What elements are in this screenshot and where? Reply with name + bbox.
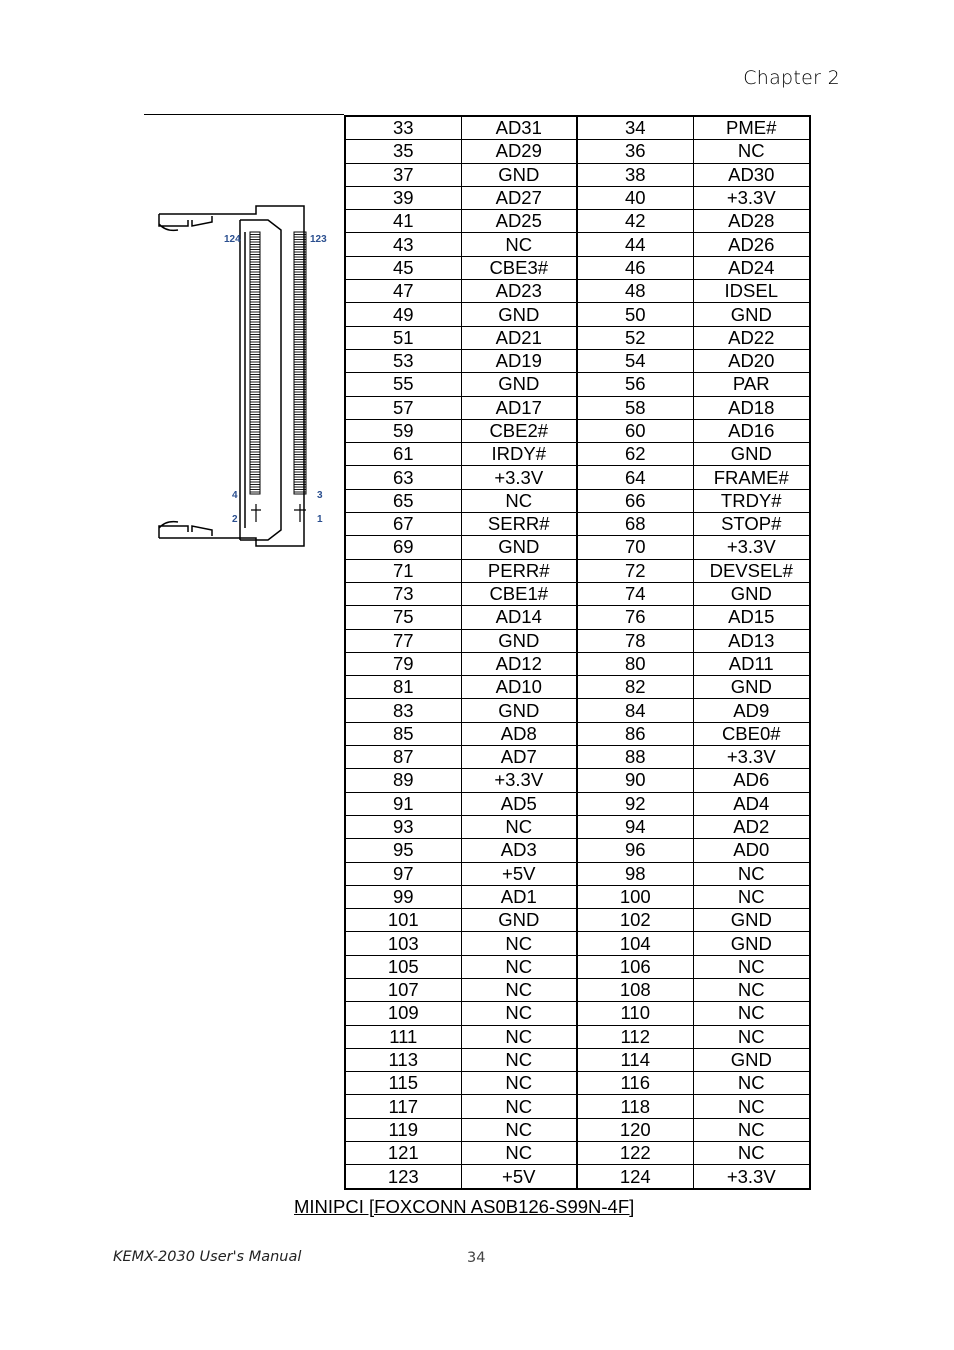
pin-number-cell: 33 <box>345 116 461 140</box>
signal-name-cell: +3.3V <box>461 769 577 792</box>
pin-number-cell: 88 <box>577 746 693 769</box>
signal-name-cell: IRDY# <box>461 443 577 466</box>
signal-name-cell: AD5 <box>461 792 577 815</box>
pin-number-cell: 100 <box>577 885 693 908</box>
pin-number-cell: 82 <box>577 676 693 699</box>
signal-name-cell: AD19 <box>461 349 577 372</box>
table-row <box>345 280 810 303</box>
signal-name-cell: IDSEL <box>693 280 810 303</box>
signal-name-cell: AD24 <box>693 256 810 279</box>
pin-number-cell: 108 <box>577 978 693 1001</box>
signal-name-cell: GND <box>461 373 577 396</box>
pin-number-cell: 118 <box>577 1095 693 1118</box>
signal-name-cell: GND <box>693 582 810 605</box>
pin-number-cell: 83 <box>345 699 461 722</box>
pin-number-cell: 55 <box>345 373 461 396</box>
signal-name-cell: NC <box>693 1118 810 1141</box>
signal-name-cell: NC <box>461 1095 577 1118</box>
table-row <box>345 536 810 559</box>
footer-page-number: 34 <box>467 1250 486 1266</box>
pin-number-cell: 101 <box>345 909 461 932</box>
pin-number-cell: 47 <box>345 280 461 303</box>
table-row <box>345 163 810 186</box>
pin-number-cell: 46 <box>577 256 693 279</box>
signal-name-cell: CBE2# <box>461 419 577 442</box>
table-row <box>345 582 810 605</box>
signal-name-cell: TRDY# <box>693 489 810 512</box>
signal-name-cell: +3.3V <box>693 746 810 769</box>
pin-number-cell: 106 <box>577 955 693 978</box>
signal-name-cell: NC <box>461 815 577 838</box>
pin-number-cell: 78 <box>577 629 693 652</box>
header-rule <box>144 114 344 115</box>
signal-name-cell: AD23 <box>461 280 577 303</box>
pin-number-cell: 91 <box>345 792 461 815</box>
pin-number-cell: 71 <box>345 559 461 582</box>
table-row <box>345 116 810 140</box>
pin-number-cell: 80 <box>577 652 693 675</box>
signal-name-cell: NC <box>693 885 810 908</box>
pin-number-cell: 68 <box>577 513 693 536</box>
pin-number-cell: 54 <box>577 349 693 372</box>
table-row <box>345 652 810 675</box>
signal-name-cell: GND <box>693 443 810 466</box>
pin-number-cell: 69 <box>345 536 461 559</box>
chapter-heading: Chapter 2 <box>743 67 840 89</box>
signal-name-cell: AD13 <box>693 629 810 652</box>
signal-name-cell: NC <box>693 862 810 885</box>
signal-name-cell: AD27 <box>461 186 577 209</box>
table-row <box>345 1095 810 1118</box>
signal-name-cell: CBE0# <box>693 722 810 745</box>
table-row <box>345 210 810 233</box>
signal-name-cell: AD28 <box>693 210 810 233</box>
pin-number-cell: 90 <box>577 769 693 792</box>
pin-number-cell: 63 <box>345 466 461 489</box>
signal-name-cell: AD7 <box>461 746 577 769</box>
pin-label-1: 1 <box>317 514 323 525</box>
signal-name-cell: FRAME# <box>693 466 810 489</box>
pin-number-cell: 72 <box>577 559 693 582</box>
pin-number-cell: 70 <box>577 536 693 559</box>
signal-name-cell: SERR# <box>461 513 577 536</box>
signal-name-cell: PAR <box>693 373 810 396</box>
signal-name-cell: NC <box>461 1002 577 1025</box>
pin-number-cell: 93 <box>345 815 461 838</box>
pin-number-cell: 113 <box>345 1048 461 1071</box>
table-row <box>345 186 810 209</box>
signal-name-cell: GND <box>461 629 577 652</box>
pin-number-cell: 119 <box>345 1118 461 1141</box>
table-row <box>345 396 810 419</box>
table-row <box>345 419 810 442</box>
pin-number-cell: 95 <box>345 839 461 862</box>
pin-number-cell: 98 <box>577 862 693 885</box>
signal-name-cell: GND <box>693 932 810 955</box>
signal-name-cell: AD31 <box>461 116 577 140</box>
pin-number-cell: 57 <box>345 396 461 419</box>
pin-label-3: 3 <box>317 490 323 501</box>
pin-number-cell: 109 <box>345 1002 461 1025</box>
table-row <box>345 466 810 489</box>
signal-name-cell: AD21 <box>461 326 577 349</box>
signal-name-cell: STOP# <box>693 513 810 536</box>
pin-number-cell: 67 <box>345 513 461 536</box>
signal-name-cell: GND <box>693 676 810 699</box>
pin-number-cell: 124 <box>577 1165 693 1189</box>
pin-number-cell: 40 <box>577 186 693 209</box>
pin-number-cell: 123 <box>345 1165 461 1189</box>
table-row <box>345 1002 810 1025</box>
signal-name-cell: AD6 <box>693 769 810 792</box>
pin-number-cell: 111 <box>345 1025 461 1048</box>
pin-number-cell: 62 <box>577 443 693 466</box>
table-row <box>345 699 810 722</box>
table-row <box>345 256 810 279</box>
signal-name-cell: CBE1# <box>461 582 577 605</box>
signal-name-cell: DEVSEL# <box>693 559 810 582</box>
table-row <box>345 326 810 349</box>
signal-name-cell: AD9 <box>693 699 810 722</box>
pin-number-cell: 115 <box>345 1072 461 1095</box>
table-row <box>345 140 810 163</box>
table-row <box>345 1025 810 1048</box>
table-row <box>345 978 810 1001</box>
signal-name-cell: NC <box>461 932 577 955</box>
pin-number-cell: 75 <box>345 606 461 629</box>
signal-name-cell: PERR# <box>461 559 577 582</box>
pin-number-cell: 103 <box>345 932 461 955</box>
table-caption: MINIPCI [FOXCONN AS0B126-S99N-4F] <box>294 1196 635 1217</box>
pin-number-cell: 64 <box>577 466 693 489</box>
pin-number-cell: 79 <box>345 652 461 675</box>
signal-name-cell: NC <box>461 1142 577 1165</box>
signal-name-cell: +3.3V <box>461 466 577 489</box>
signal-name-cell: GND <box>461 163 577 186</box>
signal-name-cell: AD16 <box>693 419 810 442</box>
table-row <box>345 769 810 792</box>
signal-name-cell: AD3 <box>461 839 577 862</box>
pin-number-cell: 105 <box>345 955 461 978</box>
pin-number-cell: 110 <box>577 1002 693 1025</box>
signal-name-cell: NC <box>461 978 577 1001</box>
signal-name-cell: NC <box>693 1142 810 1165</box>
pin-number-cell: 48 <box>577 280 693 303</box>
pin-number-cell: 73 <box>345 582 461 605</box>
signal-name-cell: AD12 <box>461 652 577 675</box>
signal-name-cell: GND <box>461 536 577 559</box>
signal-name-cell: AD29 <box>461 140 577 163</box>
pin-number-cell: 56 <box>577 373 693 396</box>
signal-name-cell: AD11 <box>693 652 810 675</box>
table-row <box>345 815 810 838</box>
pin-number-cell: 76 <box>577 606 693 629</box>
table-row <box>345 1118 810 1141</box>
pin-number-cell: 74 <box>577 582 693 605</box>
pin-number-cell: 121 <box>345 1142 461 1165</box>
signal-name-cell: +5V <box>461 1165 577 1189</box>
pin-number-cell: 34 <box>577 116 693 140</box>
table-row <box>345 1048 810 1071</box>
signal-name-cell: GND <box>461 303 577 326</box>
signal-name-cell: CBE3# <box>461 256 577 279</box>
pin-number-cell: 49 <box>345 303 461 326</box>
table-row <box>345 839 810 862</box>
signal-name-cell: AD22 <box>693 326 810 349</box>
pin-number-cell: 36 <box>577 140 693 163</box>
pin-number-cell: 42 <box>577 210 693 233</box>
pin-number-cell: 89 <box>345 769 461 792</box>
signal-name-cell: AD2 <box>693 815 810 838</box>
footer-manual-title: KEMX-2030 User's Manual <box>113 1249 302 1265</box>
table-row <box>345 373 810 396</box>
table-row <box>345 909 810 932</box>
pin-number-cell: 86 <box>577 722 693 745</box>
table-row <box>345 443 810 466</box>
table-row <box>345 606 810 629</box>
signal-name-cell: PME# <box>693 116 810 140</box>
signal-name-cell: AD17 <box>461 396 577 419</box>
pin-number-cell: 81 <box>345 676 461 699</box>
table-row <box>345 1142 810 1165</box>
table-row <box>345 303 810 326</box>
signal-name-cell: AD8 <box>461 722 577 745</box>
table-row <box>345 233 810 256</box>
table-row <box>345 955 810 978</box>
signal-name-cell: NC <box>461 1025 577 1048</box>
pin-label-124: 124 <box>224 234 241 245</box>
pin-number-cell: 120 <box>577 1118 693 1141</box>
pin-number-cell: 35 <box>345 140 461 163</box>
signal-name-cell: +3.3V <box>693 536 810 559</box>
pin-number-cell: 38 <box>577 163 693 186</box>
signal-name-cell: AD30 <box>693 163 810 186</box>
table-row <box>345 349 810 372</box>
pin-number-cell: 117 <box>345 1095 461 1118</box>
signal-name-cell: NC <box>461 1072 577 1095</box>
table-row <box>345 792 810 815</box>
pin-number-cell: 112 <box>577 1025 693 1048</box>
signal-name-cell: NC <box>693 1025 810 1048</box>
pin-number-cell: 41 <box>345 210 461 233</box>
pin-number-cell: 85 <box>345 722 461 745</box>
table-row <box>345 513 810 536</box>
table-row <box>345 862 810 885</box>
pin-number-cell: 107 <box>345 978 461 1001</box>
signal-name-cell: +3.3V <box>693 1165 810 1189</box>
pin-number-cell: 66 <box>577 489 693 512</box>
pin-number-cell: 104 <box>577 932 693 955</box>
signal-name-cell: AD15 <box>693 606 810 629</box>
pin-number-cell: 102 <box>577 909 693 932</box>
signal-name-cell: AD25 <box>461 210 577 233</box>
signal-name-cell: AD0 <box>693 839 810 862</box>
signal-name-cell: NC <box>693 1095 810 1118</box>
table-row <box>345 932 810 955</box>
pin-label-4: 4 <box>232 490 238 501</box>
table-row <box>345 885 810 908</box>
signal-name-cell: GND <box>693 1048 810 1071</box>
signal-name-cell: NC <box>461 955 577 978</box>
pin-number-cell: 77 <box>345 629 461 652</box>
pin-number-cell: 52 <box>577 326 693 349</box>
pin-number-cell: 59 <box>345 419 461 442</box>
signal-name-cell: AD10 <box>461 676 577 699</box>
signal-name-cell: NC <box>693 978 810 1001</box>
pin-number-cell: 84 <box>577 699 693 722</box>
table-row <box>345 1072 810 1095</box>
pin-number-cell: 43 <box>345 233 461 256</box>
signal-name-cell: GND <box>461 909 577 932</box>
pin-number-cell: 114 <box>577 1048 693 1071</box>
table-row <box>345 629 810 652</box>
table-row <box>345 1165 810 1189</box>
table-row <box>345 722 810 745</box>
signal-name-cell: NC <box>693 955 810 978</box>
signal-name-cell: +3.3V <box>693 186 810 209</box>
table-row <box>345 489 810 512</box>
pin-number-cell: 87 <box>345 746 461 769</box>
connector-diagram <box>156 202 336 554</box>
signal-name-cell: +5V <box>461 862 577 885</box>
signal-name-cell: GND <box>693 303 810 326</box>
pin-number-cell: 61 <box>345 443 461 466</box>
signal-name-cell: NC <box>461 233 577 256</box>
pin-number-cell: 45 <box>345 256 461 279</box>
pin-number-cell: 94 <box>577 815 693 838</box>
signal-name-cell: NC <box>461 1118 577 1141</box>
pin-number-cell: 37 <box>345 163 461 186</box>
pin-number-cell: 58 <box>577 396 693 419</box>
signal-name-cell: NC <box>693 1072 810 1095</box>
signal-name-cell: GND <box>693 909 810 932</box>
signal-name-cell: NC <box>693 140 810 163</box>
pin-number-cell: 65 <box>345 489 461 512</box>
pin-number-cell: 39 <box>345 186 461 209</box>
pin-number-cell: 50 <box>577 303 693 326</box>
pin-number-cell: 99 <box>345 885 461 908</box>
table-row <box>345 746 810 769</box>
signal-name-cell: AD26 <box>693 233 810 256</box>
signal-name-cell: AD1 <box>461 885 577 908</box>
pin-number-cell: 96 <box>577 839 693 862</box>
pin-number-cell: 97 <box>345 862 461 885</box>
signal-name-cell: AD18 <box>693 396 810 419</box>
pin-number-cell: 53 <box>345 349 461 372</box>
signal-name-cell: GND <box>461 699 577 722</box>
minipci-pin-table <box>344 115 811 1190</box>
pin-number-cell: 51 <box>345 326 461 349</box>
pin-label-123: 123 <box>310 234 327 245</box>
signal-name-cell: NC <box>461 1048 577 1071</box>
pin-label-2: 2 <box>232 514 238 525</box>
signal-name-cell: NC <box>693 1002 810 1025</box>
pin-number-cell: 60 <box>577 419 693 442</box>
signal-name-cell: AD14 <box>461 606 577 629</box>
pin-number-cell: 116 <box>577 1072 693 1095</box>
table-row <box>345 676 810 699</box>
pin-number-cell: 92 <box>577 792 693 815</box>
signal-name-cell: AD4 <box>693 792 810 815</box>
signal-name-cell: NC <box>461 489 577 512</box>
signal-name-cell: AD20 <box>693 349 810 372</box>
pin-number-cell: 44 <box>577 233 693 256</box>
pin-number-cell: 122 <box>577 1142 693 1165</box>
table-row <box>345 559 810 582</box>
